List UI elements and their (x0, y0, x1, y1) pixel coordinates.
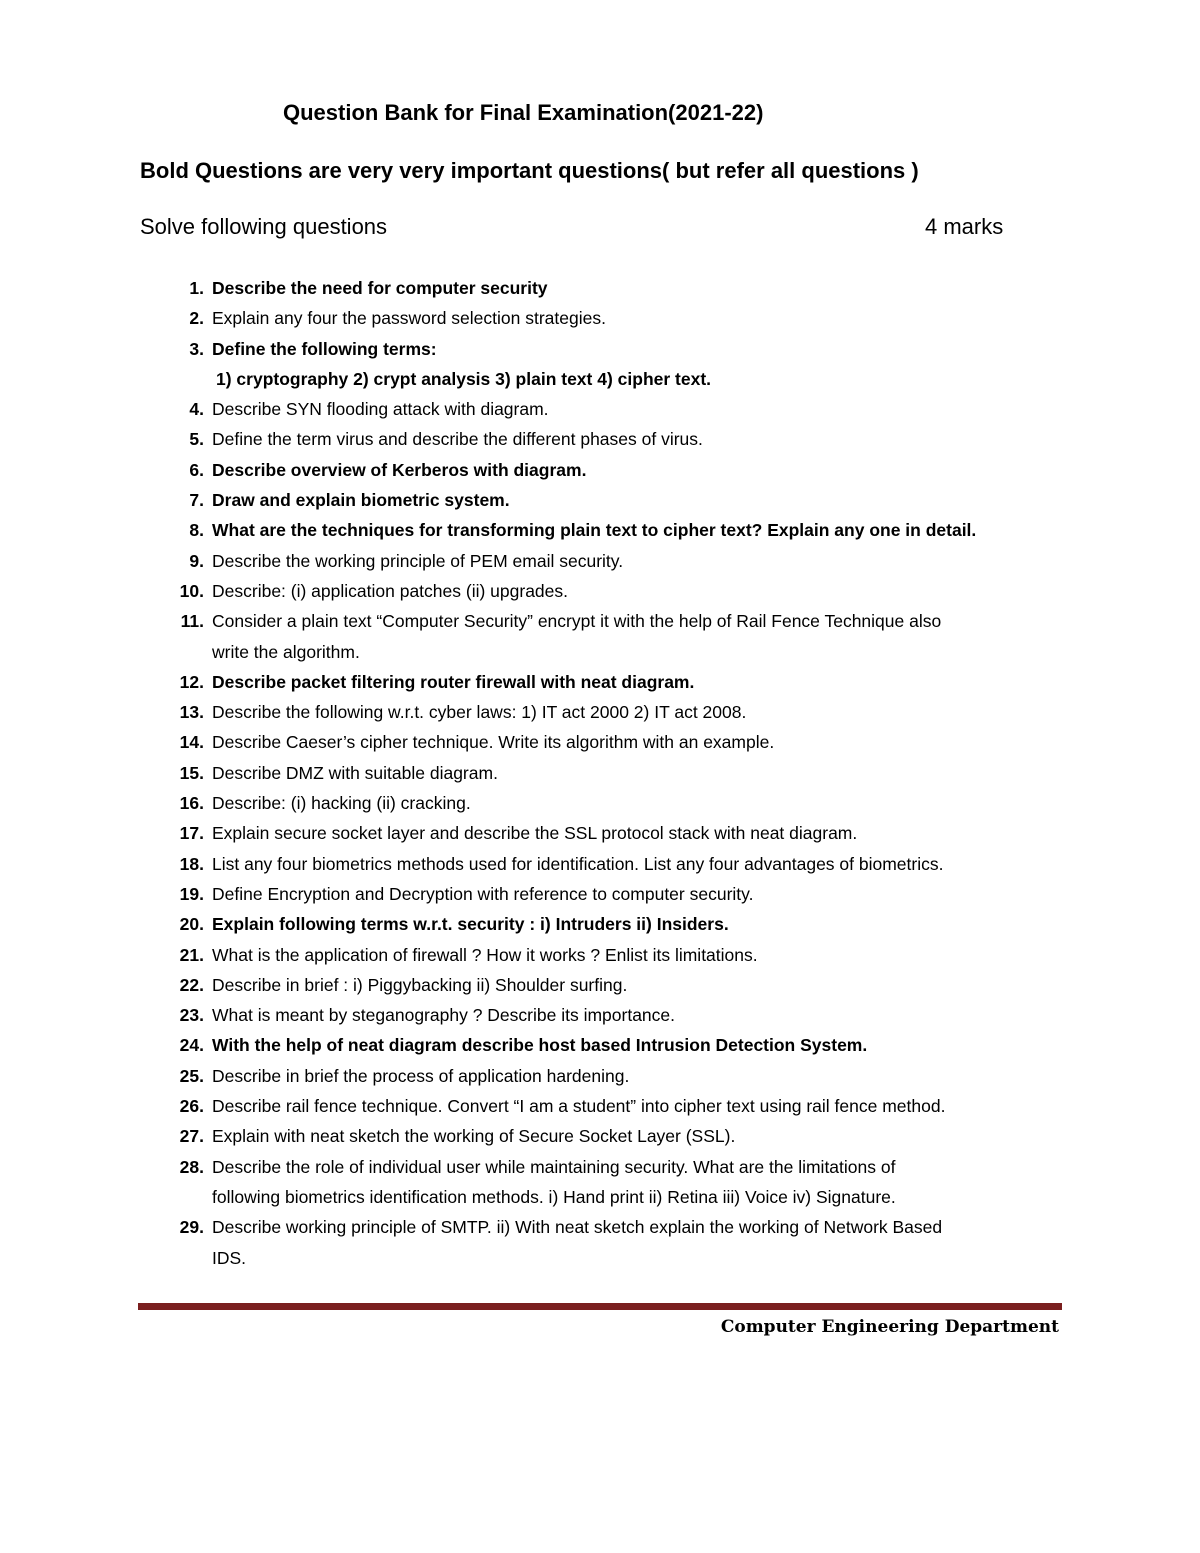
question-text: Describe: (i) application patches (ii) upgrades. (212, 580, 568, 601)
question-number: 21. (179, 944, 204, 965)
question-item (140, 394, 1070, 424)
question-text: Define Encryption and Decryption with reference to computer security. (212, 883, 754, 904)
question-item (140, 515, 1070, 545)
question-item (140, 788, 1070, 818)
question-text: Explain any four the password selection strategies. (212, 308, 606, 329)
question-text: Describe Caeser’s cipher technique. Write its algorithm with an example. (212, 732, 775, 753)
question-text: Define the term virus and describe the different phases of virus. (212, 429, 703, 450)
section-heading-row (140, 214, 1014, 240)
question-text: Describe in brief : i) Piggybacking ii) Shoulder surfing. (212, 974, 628, 995)
question-text: What is meant by steganography ? Describe its importance. (212, 1005, 675, 1026)
question-text: Define the following terms: (212, 338, 437, 359)
question-text: Describe DMZ with suitable diagram. (212, 762, 498, 783)
question-number: 26. (179, 1096, 204, 1117)
question-number: 2. (189, 308, 204, 329)
question-number: 24. (179, 1035, 204, 1056)
question-text: following biometrics identification methods. i) Hand print ii) Retina iii) Voice iv) Signature. (212, 1186, 896, 1207)
question-number: 9. (189, 550, 204, 571)
question-text: Explain following terms w.r.t. security : i) Intruders ii) Insiders. (212, 914, 729, 935)
question-item (140, 1061, 1070, 1091)
question-text: What is the application of firewall ? How it works ? Enlist its limitations. (212, 944, 758, 965)
question-item (140, 879, 1070, 909)
question-number: 11. (180, 611, 204, 632)
question-number: 14. (179, 732, 204, 753)
question-item (140, 303, 1070, 333)
section-heading: Solve following questions (140, 214, 388, 239)
question-subterms: 1) cryptography 2) crypt analysis 3) plain text 4) cipher text. (216, 368, 712, 389)
question-item (140, 970, 1070, 1000)
question-item (140, 485, 1070, 515)
question-item (140, 455, 1070, 485)
question-text: Draw and explain biometric system. (212, 490, 510, 511)
importance-note: Bold Questions are very very important questions( but refer all questions ) (140, 158, 919, 183)
question-number: 20. (179, 914, 204, 935)
question-item (140, 1152, 1070, 1213)
question-item (140, 1030, 1070, 1060)
question-number: 15. (179, 762, 204, 783)
question-number: 5. (189, 429, 204, 450)
question-item (140, 849, 1070, 879)
question-item (140, 273, 1070, 303)
question-item (140, 818, 1070, 848)
question-number: 28. (179, 1156, 204, 1177)
question-number: 16. (179, 793, 204, 814)
question-item (140, 940, 1070, 970)
question-text: Explain secure socket layer and describe the SSL protocol stack with neat diagram. (212, 823, 858, 844)
question-text: Describe in brief the process of application hardening. (212, 1065, 630, 1086)
question-text: Describe the need for computer security (212, 278, 548, 298)
question-text: Describe packet filtering router firewall with neat diagram. (212, 671, 695, 692)
question-item (140, 1091, 1070, 1121)
question-number: 10. (179, 580, 204, 601)
question-item (140, 1121, 1070, 1151)
question-number: 4. (189, 399, 204, 420)
question-text: Explain with neat sketch the working of Secure Socket Layer (SSL). (212, 1126, 736, 1147)
question-item (140, 697, 1070, 727)
question-text: Describe the following w.r.t. cyber laws: 1) IT act 2000 2) IT act 2008. (212, 702, 747, 723)
question-list (140, 273, 1070, 1273)
question-number: 8. (189, 520, 204, 541)
question-text: Describe the role of individual user while maintaining security. What are the limitations of (212, 1156, 896, 1177)
question-item (140, 727, 1070, 757)
question-text: List any four biometrics methods used for identification. List any four advantages of biometrics. (212, 853, 944, 874)
question-number: 13. (179, 702, 204, 723)
question-text: Describe SYN flooding attack with diagram. (212, 399, 549, 420)
footer-department: Computer Engineering Department (720, 1317, 1059, 1337)
question-text: Describe rail fence technique. Convert “I am a student” into cipher text using rail fence method. (212, 1096, 946, 1117)
question-number: 1. (189, 278, 204, 298)
question-number: 12. (179, 671, 204, 692)
question-number: 17. (179, 823, 204, 844)
question-number: 25. (179, 1065, 204, 1086)
marks-label: 4 marks (925, 214, 1004, 239)
question-number: 3. (189, 338, 204, 359)
footer-rule (138, 1303, 1062, 1310)
question-item (140, 909, 1070, 939)
question-item (140, 758, 1070, 788)
question-text: Consider a plain text “Computer Security” encrypt it with the help of Rail Fence Technique also (212, 611, 942, 632)
question-item (140, 606, 1070, 667)
question-text: IDS. (212, 1247, 247, 1268)
question-text: Describe working principle of SMTP. ii) With neat sketch explain the working of Network Based (212, 1217, 943, 1238)
question-number: 19. (179, 883, 204, 904)
question-item (140, 667, 1070, 697)
question-text: With the help of neat diagram describe host based Intrusion Detection System. (212, 1035, 868, 1056)
question-item (140, 1000, 1070, 1030)
question-item (140, 424, 1070, 454)
question-number: 23. (179, 1005, 204, 1026)
question-number: 22. (179, 974, 204, 995)
question-item (140, 334, 1070, 395)
question-number: 27. (179, 1126, 204, 1147)
question-text: Describe the working principle of PEM email security. (212, 550, 624, 571)
question-item (140, 576, 1070, 606)
question-text: Describe: (i) hacking (ii) cracking. (212, 793, 471, 814)
page-title: Question Bank for Final Examination(2021-22) (283, 100, 764, 125)
question-number: 6. (189, 459, 204, 480)
question-text: What are the techniques for transforming plain text to cipher text? Explain any one in detail. (212, 520, 977, 541)
question-number: 7. (189, 490, 204, 511)
question-number: 18. (179, 853, 204, 874)
question-number: 29. (179, 1217, 204, 1238)
question-item (140, 546, 1070, 576)
question-item (140, 1212, 1070, 1273)
question-text: write the algorithm. (212, 641, 360, 662)
question-text: Describe overview of Kerberos with diagram. (212, 459, 587, 480)
